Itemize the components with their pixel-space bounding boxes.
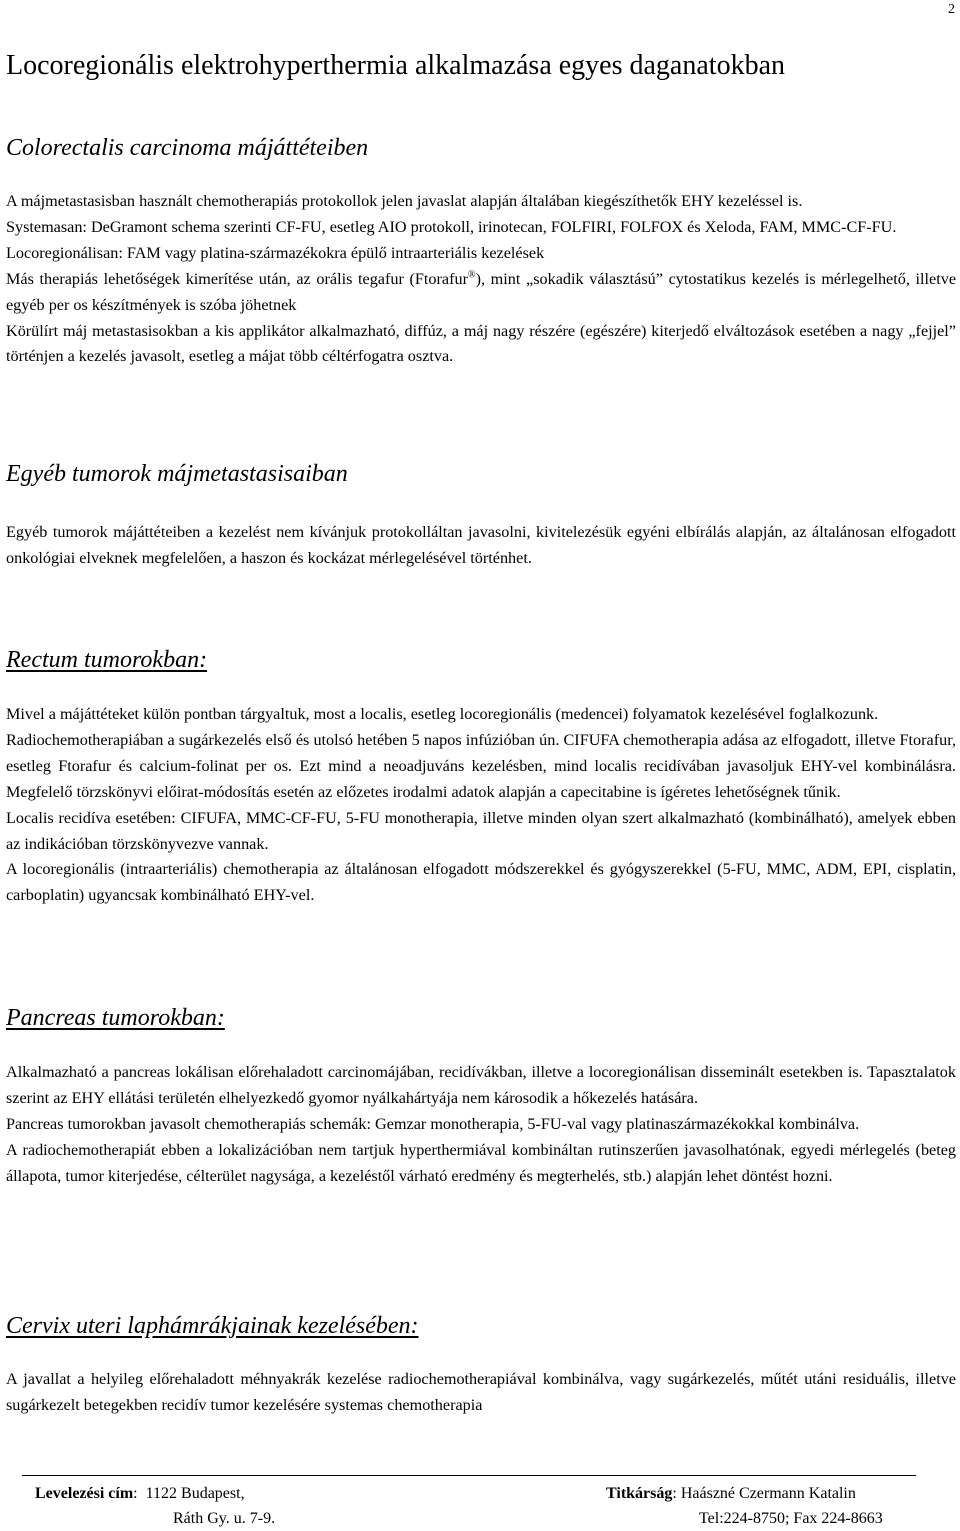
paragraph: Egyéb tumorok májáttéteiben a kezelést nem kívánjuk protokolláltan javasolni, kivitelezésük egyéni elbírálás alapján, az általánosan elfogadott onkológiai elveknek megfelelően, a haszon és kockázat mérlegelésével történhet. — [6, 523, 956, 567]
section-heading-other-tumors: Egyéb tumorok májmetastasisaiban — [6, 461, 348, 487]
footer-address-label: Levelezési cím — [35, 1485, 134, 1502]
registered-mark: ® — [467, 269, 476, 281]
paragraph: A locoregionális (intraarteriális) chemotherapia az általánosan elfogadott módszerekkel és gyógyszerekkel (5-FU, MMC, ADM, EPI, cisplatin, carboplatin) ugyancsak kombinálható EHY-vel. — [6, 860, 956, 905]
text-run: Más therapiás lehetőségek kimerítése után, az orális tegafur (Ftorafur — [6, 269, 468, 288]
footer-address-line-1: 1122 Budapest, — [145, 1485, 245, 1502]
paragraph: Mivel a májáttéteket külön pontban tárgyaltuk, most a localis, esetleg locoregionális (medencei) folyamatok kezelésével foglalkozunk. — [6, 705, 879, 723]
paragraph: Körülírt máj metastasisokban a kis applikátor alkalmazható, diffúz, a máj nagy részére (egészére) kiterjedő elváltozások esetében a nagy „fejjel” történjen a kezelés javasolt, esetleg a májat több céltérfogatra osztva. — [6, 321, 956, 366]
paragraph — [6, 267, 956, 319]
section-heading-pancreas: Pancreas tumorokban: — [6, 1005, 225, 1031]
paragraph: Pancreas tumorokban javasolt chemotherapiás schemák: Gemzar monotherapia, 5-FU-val vagy platinaszármazékokkal kombinálva. — [6, 1114, 860, 1133]
page-number: 2 — [948, 2, 955, 17]
section-body-other-tumors — [6, 520, 956, 572]
footer-secretariat-label: Titkárság — [606, 1485, 673, 1502]
paragraph: A radiochemotherapiát ebben a lokalizációban nem tartjuk hyperthermiával kombináltan rutinszerűen javasolhatónak, egyedi mérlegelés (beteg állapota, tumor kiterjedése, célterület nagysága, a kezeléstől várható eredmény és megterhelés, stb.) alapján lehet döntést hozni. — [6, 1140, 956, 1185]
footer-address-line-2: Ráth Gy. u. 7-9. — [173, 1510, 276, 1527]
paragraph: Systemasan: DeGramont schema szerinti CF-FU, esetleg AIO protokoll, irinotecan, FOLFIRI, FOLFOX és Xeloda, FAM, MMC-CF-FU. — [6, 217, 897, 236]
paragraph: Locoregionálisan: FAM vagy platina-származékokra épülő intraarteriális kezelések — [6, 243, 545, 262]
paragraph: A javallat a helyileg előrehaladott méhnyakrák kezelése radiochemotherapiával kombinálva, vagy sugárkezelés, műtét utáni residuális, illetve sugárkezelt betegekben recidív tumor kezelésére systemas chemotherapia — [6, 1370, 956, 1414]
section-body-pancreas — [6, 1060, 956, 1190]
paragraph: Localis recidíva esetében: CIFUFA, MMC-CF-FU, 5-FU monotherapia, illetve minden olyan szert alkalmazható (kombinálható), amelyek ebben az indikációban törzskönyvezve vannak. — [6, 808, 956, 853]
section-body-rectum — [6, 702, 956, 909]
section-heading-colorectal: Colorectalis carcinoma májáttéteiben — [6, 135, 369, 161]
section-heading-cervix: Cervix uteri laphámrákjainak kezelésében: — [6, 1313, 419, 1339]
footer-address: Levelezési cím: 1122 Budapest, Ráth Gy. u. 7-9. — [35, 1485, 276, 1527]
paragraph: Alkalmazható a pancreas lokálisan előrehaladott carcinomájában, recidívákban, illetve a locoregionálisan disseminált esetekben is. Tapasztalatok szerint az EHY ellátási területén elhelyezkedő gyomor nyálkahártyája nem károsodik a hőkezelés hatására. — [6, 1063, 956, 1107]
footer-secretariat-name: Haászné Czermann Katalin — [680, 1485, 856, 1502]
footer-divider — [22, 1475, 916, 1476]
paragraph: A májmetastasisban használt chemotherapiás protokollok jelen javaslat alapján általában kiegészíthetők EHY kezeléssel is. — [6, 192, 803, 210]
paragraph: Radiochemotherapiában a sugárkezelés első és utolsó hetében 5 napos infúzióban ún. CIFUFA chemotherapia adása az elfogadott, illetve Ftorafur, esetleg Ftorafur és calcium-folinat per os. Ezt mind a neoadjuváns kezelésben, mind localis recidívában javasoljuk EHY-vel kombinálásra. Megfelelő törzskönyvi előirat-módosítás esetén az előzetes irodalmi adatok alapján a capecitabine is ígéretes lehetőségnek tűnik. — [6, 730, 956, 801]
section-heading-rectum: Rectum tumorokban: — [6, 647, 208, 673]
footer-secretariat: Titkárság: Haászné Czermann Katalin Tel:224-8750; Fax 224-8663 — [606, 1485, 883, 1527]
section-body-cervix — [6, 1367, 956, 1419]
footer-contact: Tel:224-8750; Fax 224-8663 — [699, 1510, 883, 1527]
section-body-colorectal — [6, 189, 956, 370]
text-run: ), mint „sokadik választású” cytostatikus kezelés is mérlegelhető, illetve egyéb per os készítmények is szóba jöhetnek — [6, 269, 957, 314]
document-title: Locoregionális elektrohyperthermia alkalmazása egyes daganatokban — [6, 50, 785, 81]
